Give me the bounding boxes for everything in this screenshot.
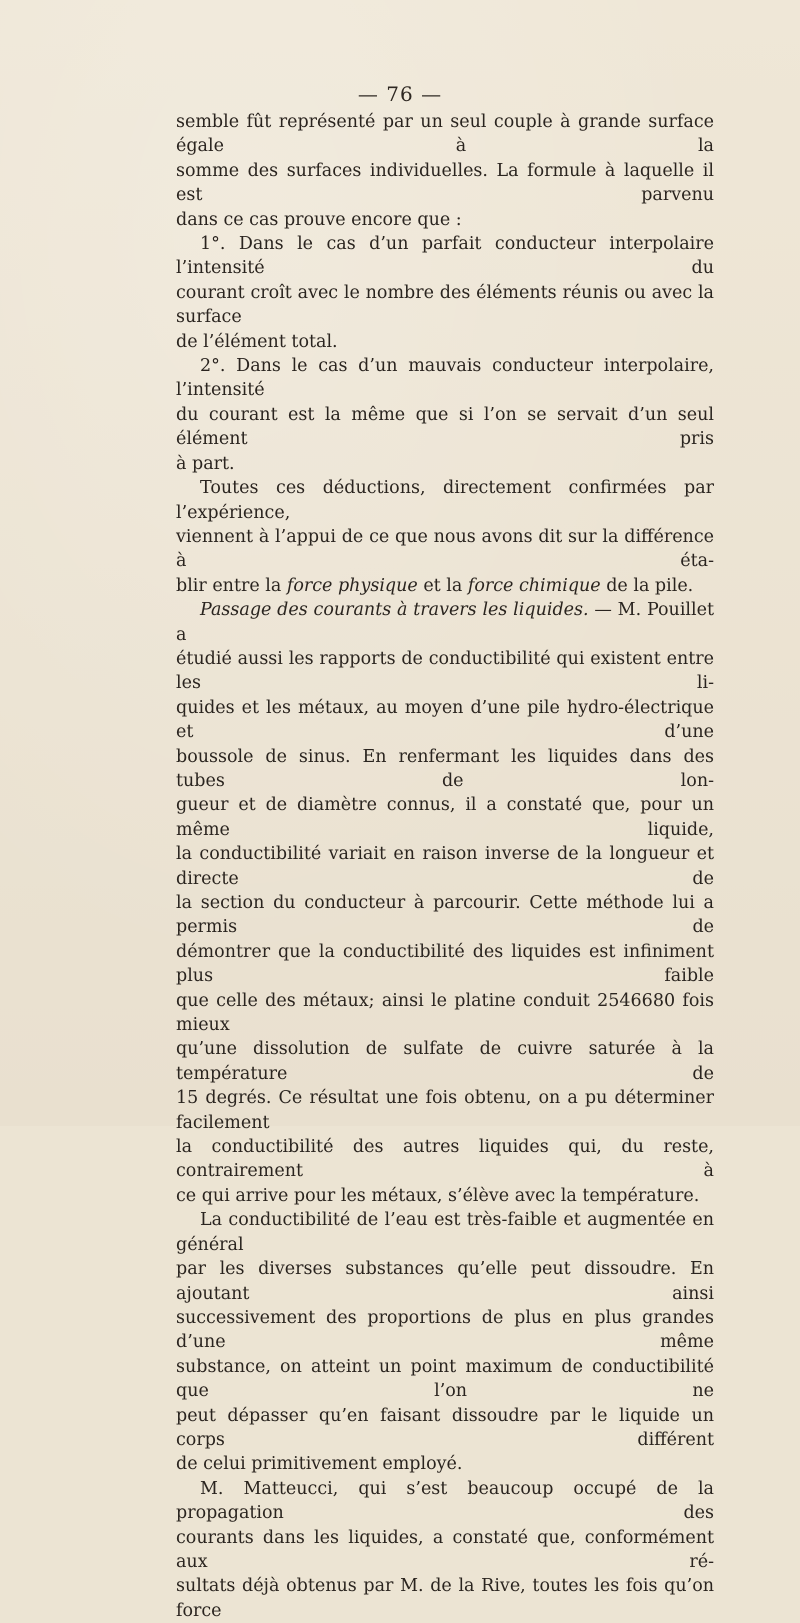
text-line: 1°. Dans le cas d’un parfait conducteur interpolaire l’intensité du bbox=[176, 234, 714, 279]
text-line: Toutes ces déductions, directement confirmées par l’expérience, bbox=[176, 478, 714, 523]
text-line: que celle des métaux; ainsi le platine conduit 2546680 fois mieux bbox=[176, 990, 714, 1036]
page-number: — 76 — bbox=[357, 82, 443, 106]
text-line: à part. bbox=[176, 453, 235, 474]
italic-term-force-physique: force physique bbox=[286, 575, 418, 596]
text-line: somme des surfaces individuelles. La formule à laquelle il est parvenu bbox=[176, 160, 714, 206]
section-heading: Passage des courants à travers les liquides. bbox=[200, 600, 589, 621]
text-line: de l’élément total. bbox=[176, 331, 338, 352]
text-line: peut dépasser qu’en faisant dissoudre par le liquide un corps différent bbox=[176, 1405, 714, 1450]
text-line: courants dans les liquides, a constaté que, conformément aux ré- bbox=[176, 1527, 714, 1572]
text-line: M. Matteucci, qui s’est beaucoup occupé de la propagation des bbox=[176, 1478, 714, 1524]
text-line: de celui primitivement employé. bbox=[176, 1454, 463, 1475]
text-line: la conductibilité des autres liquides qui, du reste, contrairement à bbox=[176, 1137, 714, 1182]
text-line: la section du conducteur à parcourir. Cette méthode lui a permis de bbox=[176, 893, 714, 938]
text-line: substance, on atteint un point maximum de conductibilité que l’on ne bbox=[176, 1356, 714, 1402]
text-line: dans ce cas prouve encore que : bbox=[176, 209, 462, 230]
text-line: viennent à l’appui de ce que nous avons dit sur la différence à éta- bbox=[176, 526, 714, 572]
text-line: la conductibilité variait en raison inverse de la longueur et directe de bbox=[176, 844, 714, 889]
text-line: 15 degrés. Ce résultat une fois obtenu, on a pu déterminer facilement bbox=[176, 1088, 714, 1133]
text-line bbox=[176, 598, 714, 647]
text-run: de la pile. bbox=[600, 575, 694, 596]
text-line: boussole de sinus. En renfermant les liquides dans des tubes de lon- bbox=[176, 746, 714, 791]
text-line: du courant est la même que si l’on se servait d’un seul élément pris bbox=[176, 404, 714, 450]
text-run: blir entre la bbox=[176, 575, 287, 596]
body-text bbox=[176, 110, 714, 1623]
text-line: successivement des proportions de plus en plus grandes d’une même bbox=[176, 1307, 714, 1353]
text-line: démontrer que la conductibilité des liquides est infiniment plus faible bbox=[176, 941, 714, 987]
text-run: et la bbox=[417, 575, 468, 596]
text-run: — M. Pouillet a bbox=[176, 600, 714, 645]
text-line: semble fût représenté par un seul couple à grande surface égale à la bbox=[176, 112, 714, 157]
text-line: étudié aussi les rapports de conductibilité qui existent entre les li- bbox=[176, 648, 714, 694]
text-line: 2°. Dans le cas d’un mauvais conducteur interpolaire, l’intensité bbox=[176, 356, 714, 401]
text-line: La conductibilité de l’eau est très-faible et augmentée en général bbox=[176, 1210, 714, 1255]
text-line: qu’une dissolution de sulfate de cuivre saturée à la température de bbox=[176, 1039, 714, 1084]
text-line: gueur et de diamètre connus, il a constaté que, pour un même liquide, bbox=[176, 795, 714, 840]
text-line: par les diverses substances qu’elle peut dissoudre. En ajoutant ainsi bbox=[176, 1259, 714, 1304]
text-line: ce qui arrive pour les métaux, s’élève avec la température. bbox=[176, 1185, 700, 1206]
text-line: courant croît avec le nombre des éléments réunis ou avec la surface bbox=[176, 282, 714, 328]
text-line: quides et les métaux, au moyen d’une pile hydro-électrique et d’une bbox=[176, 697, 714, 743]
text-line: sultats déjà obtenus par M. de la Rive, toutes les fois qu’on force bbox=[176, 1576, 714, 1621]
italic-term-force-chimique: force chimique bbox=[467, 575, 601, 596]
text-line bbox=[176, 574, 714, 598]
